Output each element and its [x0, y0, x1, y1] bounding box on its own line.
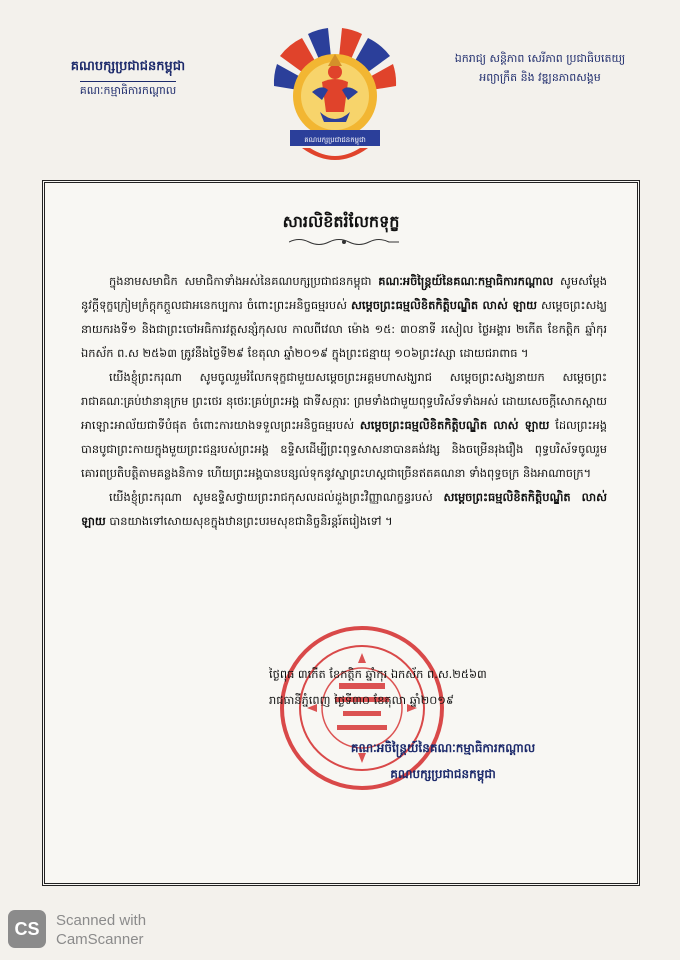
camscanner-logo-icon: CS: [8, 910, 46, 948]
motto-line2: អព្យាក្រឹត និង វឌ្ឍនភាពសង្គម: [479, 70, 601, 84]
date-block: [269, 661, 487, 713]
para1-monk-name: សម្ដេចព្រះធម្មលិខិតកិត្តិបណ្ឌិត លាស់ ឡាយ: [351, 298, 537, 312]
title-ornament-icon: [289, 237, 399, 247]
document-title: សារលិខិតរំលែកទុក្ខ: [282, 212, 400, 231]
place-date: រាជធានីភ្នំពេញ ថ្ងៃទី៣០ ខែតុលា ឆ្នាំ២០១៩: [269, 693, 454, 707]
para3-text-a: យើងខ្ញុំព្រះករុណា សូមឧទ្ទិសថ្វាយព្រះរាជកុសលដល់ដួងព្រះវិញ្ញាណក្ខន្ធរបស់: [109, 490, 444, 504]
para2-text-c: ដែលព្រះអង្គបានបូជាព្រះកាយក្នុងមួយព្រះជន្មរបស់ព្រះអង្គ ឧទ្ទិសដើម្បីព្រះពុទ្ធសាសនាបានគង់វង្ស និងចម្រើនរុងរឿង ពុទ្ធបរិស័ទចូលរួមគោរពប្រតិបត្តិតាមគន្លងនិកាទ ហើយព្រះអង្គបានបន្សល់ទុកនូវស្នាព្រះហស្ដជាច្រើនឥតគណនា ទាំងពុទ្ធចក្រ និងអាណាចក្រ។: [81, 418, 607, 480]
lunar-date: ថ្ងៃពុធ ៣កើត ខែកត្តិក ឆ្នាំកុរ ឯកស័ក ព.ស.២៥៦៣: [269, 667, 487, 681]
signature-block: [273, 735, 613, 787]
para3-text-c: បានយាងទៅសោយសុខក្នុងឋានព្រះបរមសុខជានិច្ចនិរន្តរ៍តរៀងទៅ ។: [105, 514, 393, 528]
party-name: គណបក្សប្រជាជនកម្ពុជា: [70, 59, 186, 74]
header-left: [28, 58, 228, 100]
camscanner-watermark: [8, 910, 208, 954]
signatory-committee: គណៈអចិន្ត្រៃយ៍នៃគណៈកម្មាធិការកណ្ដាល: [350, 741, 536, 755]
paragraph-3: [81, 485, 607, 533]
para2-monk-name: សម្ដេចព្រះធម្មលិខិតកិត្តិបណ្ឌិត លាស់ ឡាយ: [359, 418, 550, 432]
paragraph-2: [81, 365, 607, 485]
header-right: [420, 50, 660, 87]
camscanner-name: CamScanner: [56, 931, 144, 948]
para1-text-a: ក្នុងនាមសមាជិក សមាជិកាទាំងអស់នៃគណបក្សប្រជាជនកម្ពុជា: [109, 274, 379, 288]
committee-name: គណៈកម្មាធិការកណ្ដាល: [80, 81, 177, 100]
scanned-with-text: Scanned with: [56, 912, 147, 929]
para2-text-a: យើងខ្ញុំព្រះករុណា សូមចូលរួមរំលែកទុក្ខជាមួយសម្ដេចព្រះអគ្គមហាសង្ឃរាជ សម្ដេចព្រះសង្ឃនាយក សម្ដេចព្រះរាជាគណៈគ្រប់ឋានានុក្រម ព្រះថេរ នុថេរៈគ្រប់ព្រះអង្គ ជាទីសក្ការៈ ព្រមទាំងជាមួយពុទ្ធបរិស័ទទាំងអស់ ដោយសេចក្ដីសោកស្ដាយអាឡោះអាល័យជាទីបំផុត ចំពោះការយាងទទួលព្រះអនិច្ចធម្មរបស់: [81, 370, 607, 432]
signatory-party: គណបក្សប្រជាជនកម្ពុជា: [390, 767, 496, 781]
party-logo: [272, 26, 398, 172]
letter-body: [81, 269, 607, 533]
paragraph-1: [81, 269, 607, 365]
para1-committee: គណៈអចិន្ត្រៃយ៍នៃគណៈកម្មាធិការកណ្ដាល: [378, 274, 554, 288]
motto-line1: ឯករាជ្យ សន្តិភាព សេរីភាព ប្រជាធិបតេយ្យ: [454, 52, 626, 65]
camscanner-text: [56, 911, 146, 949]
para1-text-e: សម្ដេចព្រះសង្ឃនាយករងទី១ និងជាព្រះចៅអធិការវត្តសន្សំកុសល កាលពីវេលា ម៉ោង ១៥: ៣០នាទី រសៀល ថ្ងៃអង្គារ ២កើត ខែកត្តិក ឆ្នាំកុរ ឯកស័ក ព.ស ២៥៦៣ ត្រូវនឹងថ្ងៃទី២៩ ខែតុលា ឆ្នាំ២០១៩ ក្នុងព្រះជន្មាយុ ១០៦ព្រះវស្សា ដោយជរាពាធ ។: [81, 298, 607, 360]
logo-banner-text: គណបក្សប្រជាជនកម្ពុជា: [304, 136, 366, 144]
letter-frame: [42, 180, 640, 886]
para1-text-c: សូមសម្ដែងនូវក្ដីទុក្ខក្រៀមក្រំក្ដុកក្ដួលជាអនេកប្បការ ចំពោះព្រះអនិច្ចធម្មរបស់: [81, 274, 607, 312]
para3-monk-name: សម្ដេចព្រះធម្មលិខិតកិត្តិបណ្ឌិត លាស់ ឡាយ: [81, 490, 607, 528]
